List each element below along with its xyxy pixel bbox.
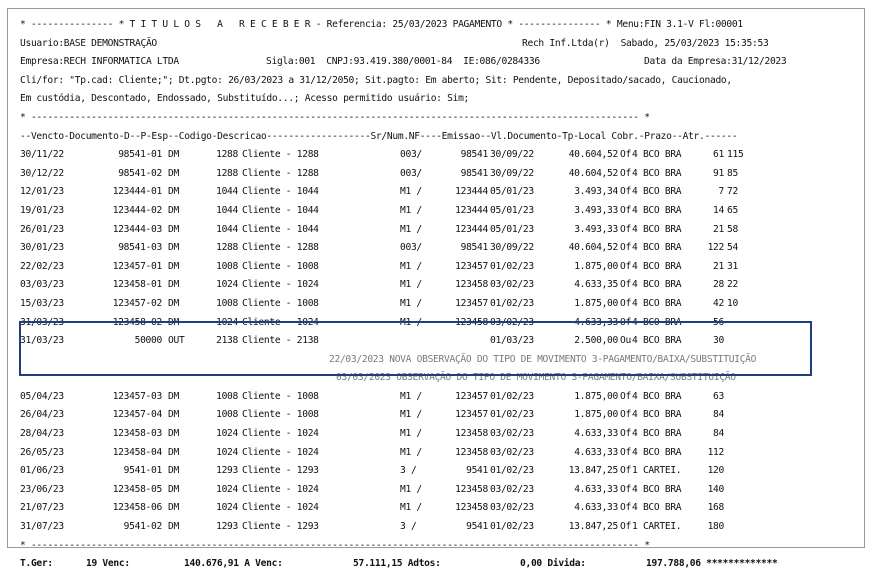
cell-nf: 123458 [455, 502, 488, 514]
cell-valor: 4.633,35 [574, 279, 618, 291]
cell-desc: Cliente - 1008 [242, 390, 319, 402]
cell-venc: 12/01/23 [20, 186, 64, 198]
cell-tp: Of [620, 260, 631, 272]
cell-desc: Cliente - 1288 [242, 149, 319, 161]
cell-tp: Of [620, 521, 631, 533]
cell-nf: 9541 [466, 465, 488, 477]
cell-local: 4 BCO BRA [632, 167, 682, 179]
cell-esp: DM [168, 409, 179, 421]
cell-sr: M1 / [400, 428, 422, 440]
cell-esp: DM [168, 316, 179, 328]
cell-venc: 26/01/23 [20, 223, 64, 235]
cell-emis: 01/02/23 [490, 260, 534, 272]
cell-sr: 3 / [400, 521, 417, 533]
cell-cod: 2138 [216, 335, 238, 347]
cell-local: 4 BCO BRA [632, 186, 682, 198]
cell-desc: Cliente - 1024 [242, 279, 319, 291]
cell-prazo: 84 [713, 428, 724, 440]
totals-venc: 19 Venc: [86, 558, 130, 570]
cell-prazo: 120 [707, 465, 724, 477]
cell-esp: DM [168, 167, 179, 179]
cell-desc: Cliente - 1044 [242, 186, 319, 198]
cell-desc: Cliente - 1024 [242, 483, 319, 495]
cell-emis: 30/09/22 [490, 167, 534, 179]
cell-valor: 40.604,52 [568, 149, 618, 161]
report-page [7, 8, 865, 570]
cell-sr: M1 / [400, 186, 422, 198]
cell-sr: M1 / [400, 390, 422, 402]
cell-emis: 01/02/23 [490, 409, 534, 421]
cell-desc: Cliente - 1288 [242, 167, 319, 179]
cell-prazo: 61 [713, 149, 724, 161]
cell-valor: 4.633,33 [574, 428, 618, 440]
table-row [20, 202, 800, 221]
cell-tp: Of [620, 390, 631, 402]
cell-emis: 01/02/23 [490, 465, 534, 477]
cell-emis: 03/02/23 [490, 279, 534, 291]
cell-desc: Cliente - 1044 [242, 204, 319, 216]
cell-doc: 123444-01 [112, 186, 162, 198]
observation-2: 03/03/2023 OBSERVAÇÃO DO TIPO DE MOVIMENTO 3-PAGAMENTO/BAIXA/SUBSTITUIÇÃO [336, 372, 736, 384]
cell-desc: Cliente - 1008 [242, 297, 319, 309]
cell-cod: 1024 [216, 502, 238, 514]
cell-emis: 03/02/23 [490, 428, 534, 440]
rows-group-2 [20, 388, 800, 537]
table-row [20, 481, 800, 500]
cell-atr: 31 [727, 260, 738, 272]
cell-sr: 003/ [400, 242, 422, 254]
filter-line-1: Cli/for: "Tp.cad: Cliente;"; Dt.pgto: 26/03/2023 a 31/12/2050; Sit.pagto: Em aberto; Sit: Pendente, Depositado/sacado, Caucionado, [20, 74, 732, 86]
cell-nf: 123458 [455, 483, 488, 495]
cell-valor: 3.493,33 [574, 204, 618, 216]
cell-tp: Of [620, 297, 631, 309]
cell-esp: DM [168, 279, 179, 291]
cell-nf: 98541 [460, 167, 488, 179]
cell-valor: 13.847,25 [568, 465, 618, 477]
cell-doc: 9541-01 [123, 465, 162, 477]
report-title-line: * --------------- * T I T U L O S A R E C E B E R - Referencia: 25/03/2023 PAGAMENTO * --------------- * Menu:FIN 3.1-V Fl:00001 [20, 19, 743, 30]
totals-line [20, 555, 800, 574]
header-empresa-line [20, 53, 800, 72]
cell-doc: 50000 [134, 335, 162, 347]
cell-cod: 1044 [216, 204, 238, 216]
cell-doc: 123458-05 [112, 483, 162, 495]
highlight-box [19, 321, 812, 376]
cell-nf: 123444 [455, 223, 488, 235]
cell-nf: 123444 [455, 204, 488, 216]
cell-tp: Of [620, 446, 631, 458]
cell-valor: 4.633,33 [574, 316, 618, 328]
cell-doc: 123458-06 [112, 502, 162, 514]
cell-desc: Cliente - 1008 [242, 409, 319, 421]
separator-bottom: * --------------------------------------------------------------------------------------------------------------- * [20, 539, 650, 551]
cell-valor: 4.633,33 [574, 502, 618, 514]
cell-esp: DM [168, 242, 179, 254]
cell-venc: 28/04/23 [20, 428, 64, 440]
table-row [20, 221, 800, 240]
cell-atr: 85 [727, 167, 738, 179]
cell-venc: 21/07/23 [20, 502, 64, 514]
cell-doc: 98541-01 [118, 149, 162, 161]
cell-sr: M1 / [400, 279, 422, 291]
table-row [20, 388, 800, 407]
cell-prazo: 56 [713, 316, 724, 328]
cell-esp: DM [168, 149, 179, 161]
cell-atr: 58 [727, 223, 738, 235]
table-row [20, 444, 800, 463]
cell-local: 1 CARTEI. [632, 465, 682, 477]
cell-local: 1 CARTEI. [632, 521, 682, 533]
cell-esp: OUT [168, 335, 185, 347]
cell-valor: 3.493,33 [574, 223, 618, 235]
cell-cod: 1288 [216, 149, 238, 161]
cell-cod: 1008 [216, 297, 238, 309]
cell-nf: 123444 [455, 186, 488, 198]
cell-venc: 31/07/23 [20, 521, 64, 533]
cell-atr: 65 [727, 204, 738, 216]
observation-1: 22/03/2023 NOVA OBSERVAÇÃO DO TIPO DE MOVIMENTO 3-PAGAMENTO/BAIXA/SUBSTITUIÇÃO [329, 353, 757, 365]
cell-prazo: 28 [713, 279, 724, 291]
cell-sr: 003/ [400, 167, 422, 179]
cell-desc: Cliente - 1024 [242, 316, 319, 328]
cell-sr: M1 / [400, 260, 422, 272]
cell-prazo: 63 [713, 390, 724, 402]
cell-emis: 30/09/22 [490, 242, 534, 254]
cell-doc: 123458-02 [112, 316, 162, 328]
cell-prazo: 21 [713, 260, 724, 272]
cell-cod: 1024 [216, 428, 238, 440]
cell-tp: Of [620, 483, 631, 495]
cell-tp: Of [620, 502, 631, 514]
cell-doc: 123457-04 [112, 409, 162, 421]
cell-tp: Of [620, 186, 631, 198]
cell-local: 4 BCO BRA [632, 502, 682, 514]
cell-valor: 4.633,33 [574, 483, 618, 495]
cell-emis: 05/01/23 [490, 186, 534, 198]
cell-desc: Cliente - 1293 [242, 465, 319, 477]
cell-atr: 22 [727, 279, 738, 291]
cell-nf: 123458 [455, 446, 488, 458]
table-row [20, 276, 800, 295]
cell-local: 4 BCO BRA [632, 409, 682, 421]
cell-emis: 05/01/23 [490, 204, 534, 216]
cell-cod: 1008 [216, 409, 238, 421]
table-row [20, 239, 800, 258]
cell-emis: 01/03/23 [490, 335, 534, 347]
cell-local: 4 BCO BRA [632, 242, 682, 254]
cell-sr: M1 / [400, 483, 422, 495]
cell-esp: DM [168, 204, 179, 216]
cell-local: 4 BCO BRA [632, 297, 682, 309]
cell-venc: 03/03/23 [20, 279, 64, 291]
cell-nf: 123457 [455, 297, 488, 309]
table-row [20, 258, 800, 277]
cell-esp: DM [168, 521, 179, 533]
cell-cod: 1293 [216, 465, 238, 477]
cell-local: 4 BCO BRA [632, 260, 682, 272]
usuario: Usuario:BASE DEMONSTRAÇÃO [20, 37, 157, 49]
cell-valor: 1.875,00 [574, 297, 618, 309]
cell-esp: DM [168, 260, 179, 272]
cell-venc: 23/06/23 [20, 483, 64, 495]
cell-venc: 26/05/23 [20, 446, 64, 458]
cell-sr: M1 / [400, 409, 422, 421]
header-user-line [20, 35, 800, 54]
cell-prazo: 122 [707, 242, 724, 254]
cell-emis: 30/09/22 [490, 149, 534, 161]
cell-local: 4 BCO BRA [632, 149, 682, 161]
cell-esp: DM [168, 465, 179, 477]
cell-esp: DM [168, 223, 179, 235]
cell-nf: 123458 [455, 279, 488, 291]
cell-doc: 9541-02 [123, 521, 162, 533]
cell-doc: 98541-02 [118, 167, 162, 179]
cell-valor: 1.875,00 [574, 260, 618, 272]
cell-esp: DM [168, 483, 179, 495]
cell-cod: 1024 [216, 316, 238, 328]
cell-emis: 01/02/23 [490, 521, 534, 533]
cell-tp: Of [620, 167, 631, 179]
cell-emis: 03/02/23 [490, 446, 534, 458]
cell-valor: 4.633,33 [574, 446, 618, 458]
cell-valor: 2.500,00 [574, 335, 618, 347]
cell-nf: 123457 [455, 260, 488, 272]
separator-top: * --------------------------------------------------------------------------------------------------------------- * [20, 111, 650, 123]
cell-tp: Of [620, 242, 631, 254]
table-row [20, 183, 800, 202]
cell-atr: 115 [727, 149, 744, 161]
cell-atr: 72 [727, 186, 738, 198]
filter-line-2: Em custódia, Descontado, Endossado, Substituído...; Acesso permitido usuário: Sim; [20, 93, 470, 105]
table-row [20, 499, 800, 518]
cell-sr: M1 / [400, 204, 422, 216]
cell-prazo: 7 [718, 186, 724, 198]
totals-divida-value: 197.788,06 ************* [646, 558, 778, 570]
data-empresa: Data da Empresa:31/12/2023 [644, 56, 787, 68]
cell-venc: 26/04/23 [20, 409, 64, 421]
cell-local: 4 BCO BRA [632, 446, 682, 458]
cell-tp: Of [620, 149, 631, 161]
cell-tp: Of [620, 204, 631, 216]
cell-venc: 31/03/23 [20, 335, 64, 347]
cell-tp: Ou [620, 335, 631, 347]
cell-desc: Cliente - 1024 [242, 428, 319, 440]
rows-group-1 [20, 146, 800, 332]
cell-nf: 123457 [455, 409, 488, 421]
cell-local: 4 BCO BRA [632, 390, 682, 402]
cell-esp: DM [168, 502, 179, 514]
cell-emis: 01/02/23 [490, 297, 534, 309]
cell-local: 4 BCO BRA [632, 223, 682, 235]
cell-sr: 3 / [400, 465, 417, 477]
table-row [20, 518, 800, 537]
cell-venc: 31/03/23 [20, 316, 64, 328]
cell-esp: DM [168, 297, 179, 309]
cell-emis: 03/02/23 [490, 316, 534, 328]
cell-prazo: 84 [713, 409, 724, 421]
cell-prazo: 168 [707, 502, 724, 514]
cell-desc: Cliente - 1044 [242, 223, 319, 235]
cell-nf: 98541 [460, 149, 488, 161]
cell-tp: Of [620, 223, 631, 235]
cell-sr: M1 / [400, 502, 422, 514]
cell-prazo: 21 [713, 223, 724, 235]
cell-valor: 1.875,00 [574, 409, 618, 421]
cell-atr: 54 [727, 242, 738, 254]
cell-tp: Of [620, 316, 631, 328]
cell-valor: 40.604,52 [568, 167, 618, 179]
cell-prazo: 112 [707, 446, 724, 458]
cell-cod: 1044 [216, 223, 238, 235]
cell-esp: DM [168, 186, 179, 198]
table-row [20, 295, 800, 314]
cell-prazo: 30 [713, 335, 724, 347]
cell-cod: 1008 [216, 390, 238, 402]
cell-venc: 15/03/23 [20, 297, 64, 309]
cell-desc: Cliente - 1008 [242, 260, 319, 272]
table-row [20, 406, 800, 425]
cell-esp: DM [168, 446, 179, 458]
cell-prazo: 180 [707, 521, 724, 533]
cell-doc: 123457-02 [112, 297, 162, 309]
cell-doc: 123444-03 [112, 223, 162, 235]
cell-nf: 123457 [455, 390, 488, 402]
cell-venc: 30/01/23 [20, 242, 64, 254]
cell-sr: M1 / [400, 446, 422, 458]
empresa: Empresa:RECH INFORMATICA LTDA [20, 56, 179, 68]
totals-venc-value: 140.676,91 A Venc: [184, 558, 283, 570]
cell-doc: 123457-03 [112, 390, 162, 402]
cell-venc: 19/01/23 [20, 204, 64, 216]
cell-desc: Cliente - 1288 [242, 242, 319, 254]
report-body [20, 16, 800, 574]
cell-esp: DM [168, 428, 179, 440]
cell-emis: 01/02/23 [490, 390, 534, 402]
column-header: --Vencto-Documento-D--P-Esp--Codigo-Descricao-------------------Sr/Num.NF----Emissao--Vl.Documento-Tp-Local Cobr.-Prazo--Atr.------ [20, 130, 738, 142]
cell-desc: Cliente - 1293 [242, 521, 319, 533]
table-row [20, 165, 800, 184]
cell-doc: 123458-01 [112, 279, 162, 291]
totals-label: T.Ger: [20, 558, 53, 570]
totals-adtos-value: 0,00 Divida: [520, 558, 586, 570]
totals-avenc-value: 57.111,15 Adtos: [353, 558, 441, 570]
cell-valor: 13.847,25 [568, 521, 618, 533]
table-row [20, 146, 800, 165]
cell-sr: M1 / [400, 297, 422, 309]
company-datetime: Rech Inf.Ltda(r) Sabado, 25/03/2023 15:35:53 [522, 37, 769, 49]
cell-tp: Of [620, 465, 631, 477]
cell-venc: 30/12/22 [20, 167, 64, 179]
cell-doc: 123444-02 [112, 204, 162, 216]
cell-venc: 30/11/22 [20, 149, 64, 161]
cell-nf: 9541 [466, 521, 488, 533]
cell-cod: 1024 [216, 483, 238, 495]
cell-prazo: 42 [713, 297, 724, 309]
cell-emis: 03/02/23 [490, 483, 534, 495]
cell-valor: 40.604,52 [568, 242, 618, 254]
cell-nf: 123458 [455, 428, 488, 440]
sigla-cnpj: Sigla:001 CNPJ:93.419.380/0001-84 IE:086/0284336 [266, 56, 540, 68]
cell-local: 4 BCO BRA [632, 279, 682, 291]
cell-prazo: 14 [713, 204, 724, 216]
cell-emis: 05/01/23 [490, 223, 534, 235]
cell-cod: 1044 [216, 186, 238, 198]
cell-local: 4 BCO BRA [632, 316, 682, 328]
cell-esp: DM [168, 390, 179, 402]
cell-cod: 1008 [216, 260, 238, 272]
cell-atr: 10 [727, 297, 738, 309]
cell-tp: Of [620, 428, 631, 440]
cell-venc: 05/04/23 [20, 390, 64, 402]
cell-desc: Cliente - 2138 [242, 335, 319, 347]
cell-cod: 1293 [216, 521, 238, 533]
cell-nf: 123458 [455, 316, 488, 328]
cell-valor: 3.493,34 [574, 186, 618, 198]
cell-venc: 22/02/23 [20, 260, 64, 272]
cell-cod: 1288 [216, 167, 238, 179]
table-row [20, 425, 800, 444]
cell-local: 4 BCO BRA [632, 428, 682, 440]
cell-cod: 1024 [216, 446, 238, 458]
cell-doc: 98541-03 [118, 242, 162, 254]
cell-doc: 123457-01 [112, 260, 162, 272]
cell-desc: Cliente - 1024 [242, 446, 319, 458]
cell-local: 4 BCO BRA [632, 335, 682, 347]
cell-local: 4 BCO BRA [632, 483, 682, 495]
cell-doc: 123458-04 [112, 446, 162, 458]
cell-venc: 01/06/23 [20, 465, 64, 477]
cell-valor: 1.875,00 [574, 390, 618, 402]
cell-emis: 03/02/23 [490, 502, 534, 514]
cell-nf: 98541 [460, 242, 488, 254]
cell-tp: Of [620, 279, 631, 291]
cell-tp: Of [620, 409, 631, 421]
cell-sr: M1 / [400, 223, 422, 235]
cell-local: 4 BCO BRA [632, 204, 682, 216]
cell-sr: M1 / [400, 316, 422, 328]
cell-prazo: 140 [707, 483, 724, 495]
cell-desc: Cliente - 1024 [242, 502, 319, 514]
cell-doc: 123458-03 [112, 428, 162, 440]
cell-cod: 1288 [216, 242, 238, 254]
table-row [20, 462, 800, 481]
cell-cod: 1024 [216, 279, 238, 291]
cell-prazo: 91 [713, 167, 724, 179]
cell-sr: 003/ [400, 149, 422, 161]
